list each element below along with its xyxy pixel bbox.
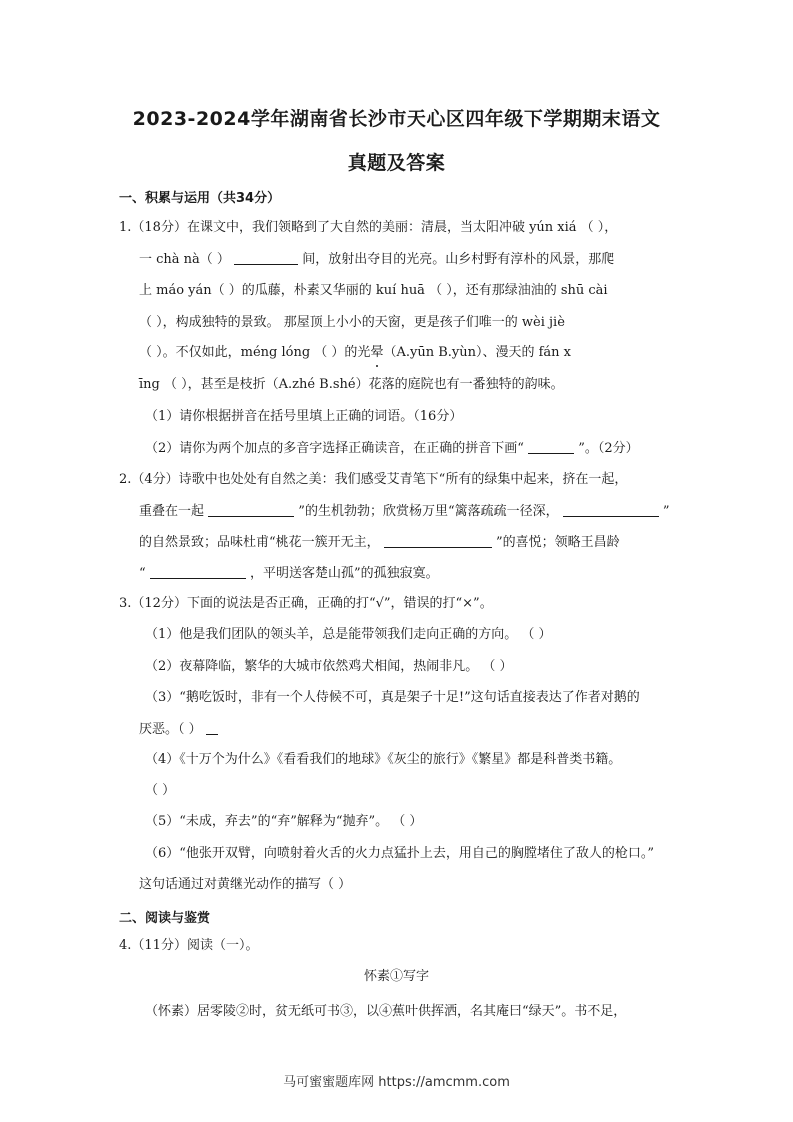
q2-line-3 [139,533,620,552]
q1-line-5a: （ ）。不仅如此，méng lóng （ ）的光 [139,345,371,360]
q1-subquestion-2 [145,439,639,458]
answer-blank[interactable] [384,533,492,548]
q1-line-5 [139,344,571,362]
passage-paragraph: （怀素）居零陵②时，贫无纸可书③，以④蕉叶供挥洒，名其庵曰“绿天”。书不足， [145,1004,627,1019]
q1-line-2b: 间，放射出夺目的光亮。山乡村野有淳朴的风景，那爬 [302,252,615,267]
q3-item-3-cont [139,720,218,739]
q1-line-5b: （A.yūn B.yùn）、漫天的 fán x [383,345,572,360]
q3-item-6: （6）“他张开双臂，向喷射着火舌的火力点猛扑上去，用自己的胸膛堵住了敌人的枪口。” [145,846,655,861]
q3-item-1: （1）他是我们团队的领头羊，总是能带领我们走向正确的方向。 （ ） [145,627,552,642]
footer-watermark: 马可蜜蜜题库网 https://amcmm.com [283,1075,510,1090]
answer-blank[interactable] [234,250,298,265]
q1-subquestion-2a: （2）请你为两个加点的多音字选择正确读音，在正确的拼音下画“ [145,441,524,456]
q1-line-2 [139,250,614,269]
q3-line-1: 3.（12分）下面的说法是否正确，正确的打“√”，错误的打“×”。 [119,596,493,611]
q2-line-4 [139,564,439,583]
q2-line-2a: 重叠在一起 [139,504,205,519]
document-title-line2: 真题及答案 [347,152,446,174]
answer-blank[interactable] [208,502,294,517]
passage-title: 怀素①写字 [363,969,429,984]
q2-line-4b: ，平明送客楚山孤”的孤独寂寞。 [249,566,439,581]
q1-subquestion-2b: ”。（2分） [578,441,639,456]
q3-item-4: （4）《十万个为什么》《看看我们的地球》《灰尘的旅行》《繁星》都是科普类书籍。 [145,752,622,767]
q1-line-2a: 一 chà nà（ ） [139,252,230,267]
answer-blank[interactable] [563,502,659,517]
q4-line-1: 4.（11分）阅读（一）。 [119,938,259,953]
q1-line-1: 1.（18分）在课文中，我们领略到了大自然的美丽：清晨，当太阳冲破 yún xiá （ ）， [119,220,618,235]
q1-line-4: （ ），构成独特的景致。 那屋顶上小小的天窗，更是孩子们唯一的 wèi jiè [139,315,565,330]
q2-line-2c: ” [662,504,670,519]
answer-blank[interactable] [206,720,218,735]
answer-blank[interactable] [150,564,246,579]
q1-subquestion-1: （1）请你根据拼音在括号里填上正确的词语。（16分） [145,409,463,424]
q3-item-3: （3）“鹅吃饭时，非有一个人侍候不可，真是架子十足!”这句话直接表达了作者对鹅的 [145,690,640,705]
q2-line-2 [139,502,670,521]
q1-line-6: īng （ ），甚至是枝折（A.zhé B.shé）花落的庭院也有一番独特的韵味。 [139,377,564,392]
q3-item-4-cont: （ ） [145,783,176,798]
q1-line-3: 上 máo yán（ ）的瓜藤，朴素又华丽的 kuí huā （ ），还有那绿油油的 shū cài [139,283,608,298]
q3-item-2: （2）夜幕降临，繁华的大城市依然鸡犬相闻，热闹非凡。 （ ） [145,659,513,674]
section-heading-2: 二、阅读与鉴赏 [119,911,211,926]
q3-item-5: （5）“未成，弃去”的“弃”解释为“抛弃”。 （ ） [145,814,423,829]
q2-line-3b: ”的喜悦；领略王昌龄 [495,535,620,550]
section-heading-1: 一、积累与运用（共34分） [119,191,281,206]
q2-line-2b: ”的生机勃勃；欣赏杨万里“篱落疏疏一径深， [298,504,559,519]
q3-item-3b: 厌恶。（ ） [139,722,202,737]
emphasis-dot-char: 晕 [370,345,384,360]
q2-line-4a: “ [139,566,146,581]
answer-blank[interactable] [528,439,574,454]
q3-item-6-cont: 这句话通过对黄继光动作的描写（ ） [139,877,352,892]
q2-line-1: 2.（4分）诗歌中也处处有自然之美：我们感受艾青笔下“所有的绿集中起来，挤在一起， [119,472,628,487]
document-title-line1: 2023-2024学年湖南省长沙市天心区四年级下学期期末语文 [132,108,661,130]
q2-line-3a: 的自然景致；品味杜甫“桃花一簇开无主， [139,535,380,550]
